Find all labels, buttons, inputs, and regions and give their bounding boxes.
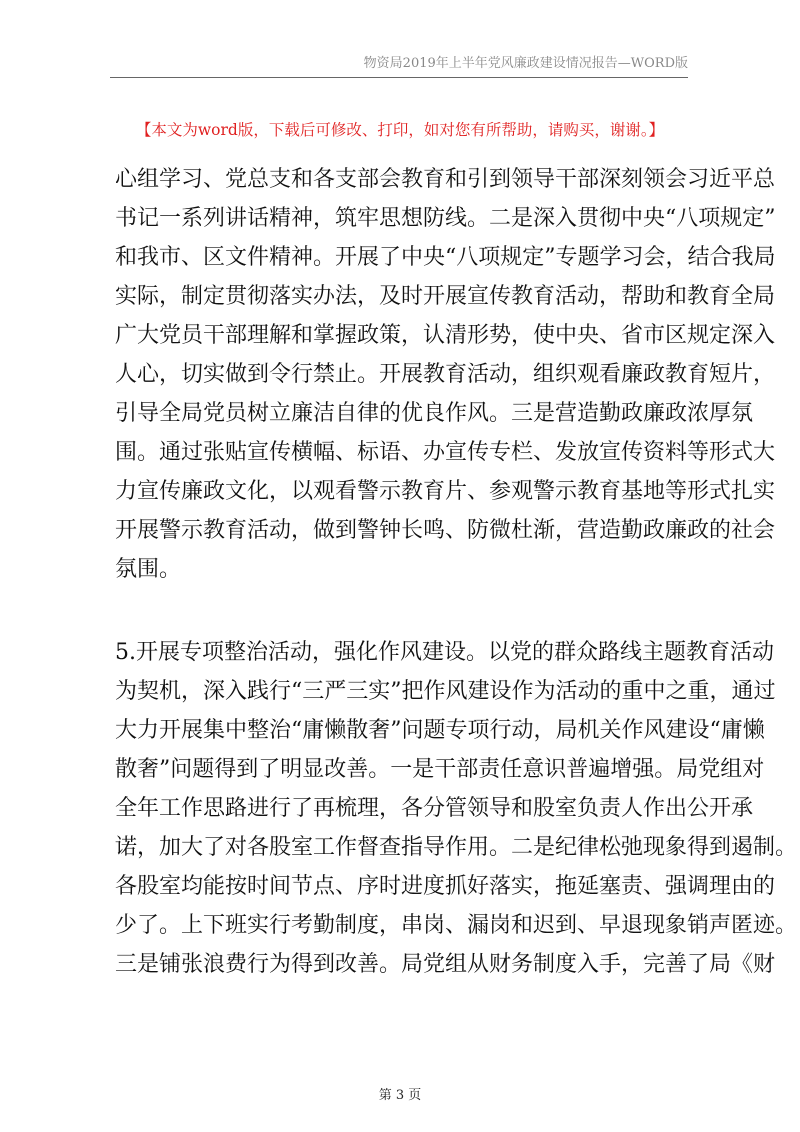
text-line: 开展警示教育活动，做到警钟长鸣、防微杜渐，营造勤政廉政的社会	[115, 518, 776, 543]
paragraph-1	[115, 160, 776, 589]
text-line: 和我市、区文件精神。开展了中央“八项规定”专题学习会，结合我局	[115, 245, 776, 270]
page-header: 物资局2019年上半年党风廉政建设情况报告—WORD版	[110, 52, 688, 78]
text-line: 为契机，深入践行“三严三实”把作风建设作为活动的重中之重，通过	[115, 679, 776, 704]
notice-banner: 【本文为word版，下载后可修改、打印，如对您有所帮助，请购买，谢谢。】	[135, 121, 665, 139]
text-line: 大力开展集中整治“庸懒散奢”问题专项行动，局机关作风建设“庸懒	[115, 718, 765, 743]
text-line: 心组学习、党总支和各支部会教育和引到领导干部深刻领会习近平总	[115, 167, 776, 192]
text-line: 全年工作思路进行了再梳理，各分管领导和股室负责人作出公开承	[115, 796, 754, 821]
text-line: 少了。上下班实行考勤制度，串岗、漏岗和迟到、早退现象销声匿迹。	[115, 913, 798, 938]
text-line: 围。通过张贴宣传横幅、标语、办宣传专栏、发放宣传资料等形式大	[115, 440, 776, 465]
text-line: 散奢”问题得到了明显改善。一是干部责任意识普遍增强。局党组对	[115, 757, 765, 782]
text-line: 5.开展专项整治活动，强化作风建设。以党的群众路线主题教育活动	[115, 640, 774, 665]
paragraph-2	[115, 633, 798, 984]
text-line: 书记一系列讲话精神，筑牢思想防线。二是深入贯彻中央“八项规定”	[115, 206, 776, 231]
text-line: 氛围。	[115, 557, 182, 582]
text-line: 人心，切实做到令行禁止。开展教育活动，组织观看廉政教育短片，	[115, 362, 776, 387]
text-line: 广大党员干部理解和掌握政策，认清形势，使中央、省市区规定深入	[115, 323, 776, 348]
text-line: 诺，加大了对各股室工作督查指导作用。二是纪律松弛现象得到遏制。	[115, 835, 798, 860]
page-number: 第 3 页	[378, 1088, 422, 1103]
text-line: 各股室均能按时间节点、序时进度抓好落实，拖延塞责、强调理由的	[115, 874, 776, 899]
text-line: 力宣传廉政文化，以观看警示教育片、参观警示教育基地等形式扎实	[115, 479, 776, 504]
text-line: 实际，制定贯彻落实办法，及时开展宣传教育活动，帮助和教育全局	[115, 284, 776, 309]
text-line: 引导全局党员树立廉洁自律的优良作风。三是营造勤政廉政浓厚氛	[115, 401, 754, 426]
text-line: 三是铺张浪费行为得到改善。局党组从财务制度入手，完善了局《财	[115, 952, 776, 977]
